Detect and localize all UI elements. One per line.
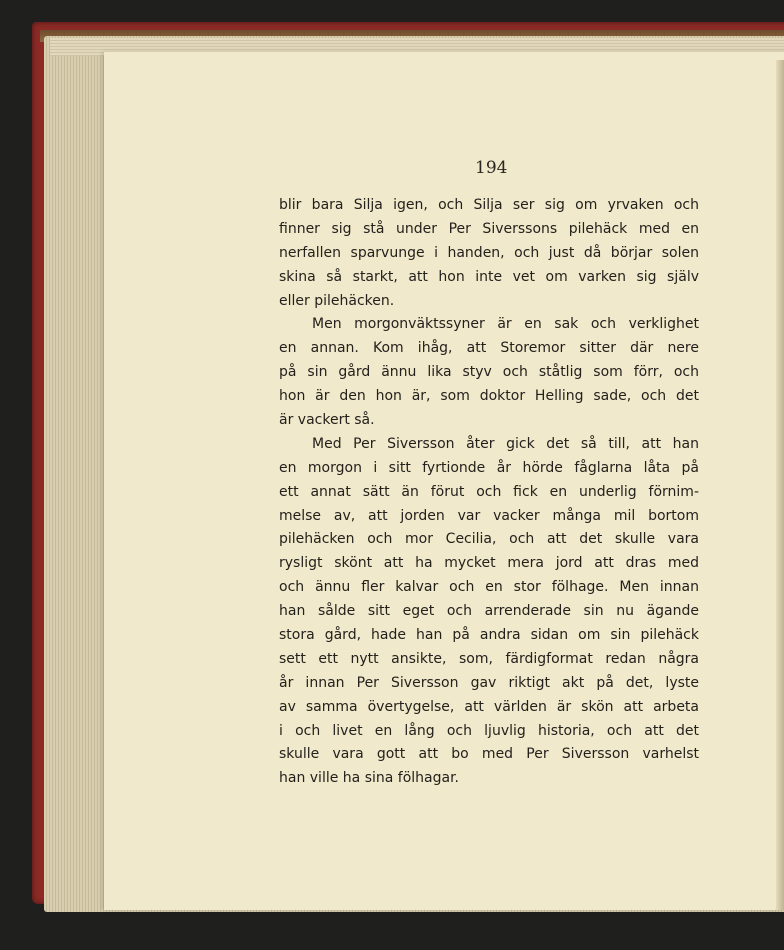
text-line: av samma övertygelse, att världen är skön att arbeta (279, 698, 699, 715)
text-line: hon är den hon är, som doktor Helling sade, och det (279, 388, 699, 405)
text-line: år innan Per Siversson gav riktigt akt på det, lyste (279, 674, 699, 691)
paragraph-start-line: Med Per Siversson åter gick det så till, att han (312, 435, 699, 452)
text-line: ett annat sätt än förut och fick en underlig förnim- (279, 483, 699, 500)
text-line: stora gård, hade han på andra sidan om sin pilehäck (279, 627, 699, 644)
text-line: han sålde sitt eget och arrenderade sin nu ägande (279, 603, 699, 620)
text-line: finner sig stå under Per Siverssons pilehäck med en (279, 220, 699, 237)
text-line: på sin gård ännu lika styv och ståtlig som förr, och (279, 364, 699, 381)
page-number: 194 (475, 158, 508, 178)
text-line: en annan. Kom ihåg, att Storemor sitter där nere (279, 340, 699, 357)
text-line: en morgon i sitt fyrtionde år hörde fåglarna låta på (279, 459, 699, 476)
text-line: i och livet en lång och ljuvlig historia, och att det (279, 722, 699, 739)
paragraph-start-line: Men morgonväktssyner är en sak och verklighet (312, 316, 699, 333)
text-line: nerfallen sparvunge i handen, och just då börjar solen (279, 244, 699, 261)
text-line: och ännu fler kalvar och en stor fölhage. Men innan (279, 579, 699, 596)
text-line: sett ett nytt ansikte, som, färdigformat redan några (279, 650, 699, 667)
text-line: är vackert så. (279, 412, 375, 429)
text-line: pilehäcken och mor Cecilia, och att det skulle vara (279, 531, 699, 548)
text-line: skulle vara gott att bo med Per Siversson varhelst (279, 746, 699, 763)
page-curl-edge (776, 60, 784, 910)
text-line: eller pilehäcken. (279, 292, 395, 309)
text-line: blir bara Silja igen, och Silja ser sig om yrvaken och (279, 197, 699, 213)
text-line: skina så starkt, att hon inte vet om varken sig själv (279, 268, 699, 285)
body-text (279, 194, 699, 791)
text-line: melse av, att jorden var vacker många mil bortom (279, 507, 699, 524)
text-line: han ville ha sina fölhagar. (279, 770, 460, 787)
text-line: rysligt skönt att ha mycket mera jord att dras med (279, 555, 699, 572)
